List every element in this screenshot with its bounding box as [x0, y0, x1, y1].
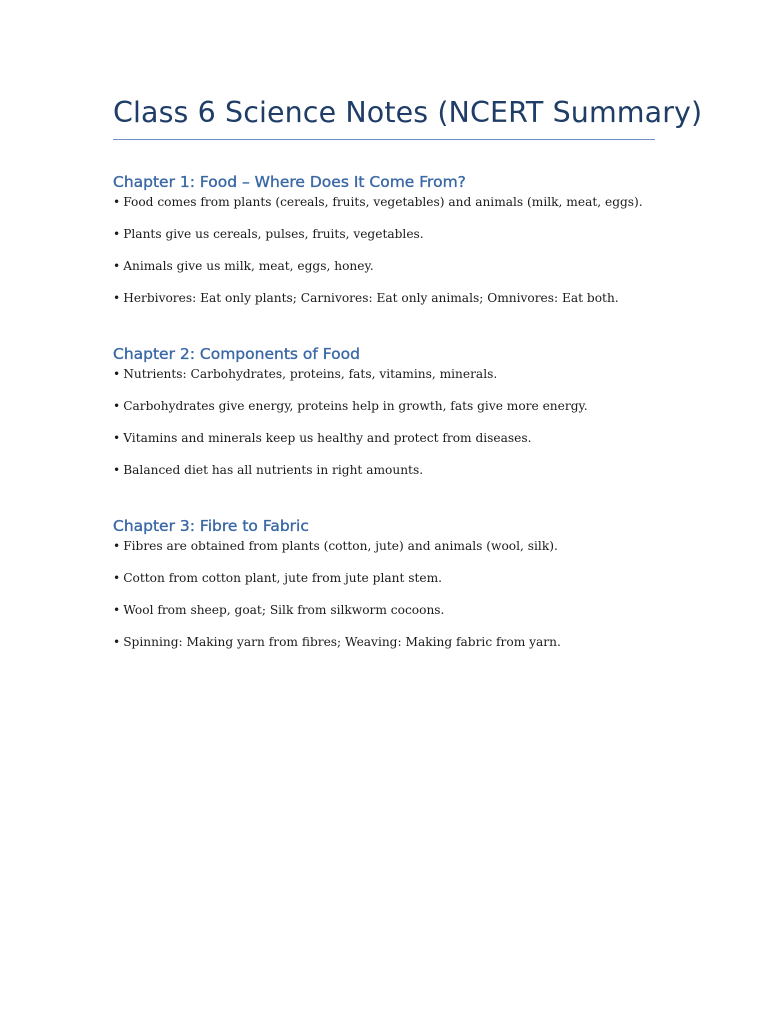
bullet-icon: •	[113, 291, 121, 305]
bullet-text: Fibres are obtained from plants (cotton, jute) and animals (wool, silk).	[123, 539, 558, 553]
document-title: Class 6 Science Notes (NCERT Summary)	[113, 96, 703, 129]
bullet-item	[113, 634, 673, 666]
bullet-text: Herbivores: Eat only plants; Carnivores: Eat only animals; Omnivores: Eat both.	[123, 291, 619, 305]
bullet-item	[113, 570, 673, 602]
chapter-section-3	[113, 514, 673, 666]
bullet-icon: •	[113, 603, 121, 617]
bullet-icon: •	[113, 635, 121, 649]
title-underline-rule	[113, 139, 655, 140]
bullet-item	[113, 366, 673, 398]
bullet-text: Wool from sheep, goat; Silk from silkworm cocoons.	[123, 603, 445, 617]
bullet-list	[113, 194, 673, 322]
bullet-icon: •	[113, 571, 121, 585]
bullet-item	[113, 398, 673, 430]
bullet-item	[113, 194, 673, 226]
bullet-icon: •	[113, 539, 121, 553]
bullet-text: Cotton from cotton plant, jute from jute plant stem.	[123, 571, 443, 585]
bullet-icon: •	[113, 259, 121, 273]
bullet-text: Plants give us cereals, pulses, fruits, vegetables.	[123, 227, 424, 241]
chapter-heading: Chapter 3: Fibre to Fabric	[113, 517, 309, 535]
bullet-text: Food comes from plants (cereals, fruits, vegetables) and animals (milk, meat, eggs).	[123, 195, 643, 209]
bullet-item	[113, 538, 673, 570]
bullet-text: Spinning: Making yarn from fibres; Weaving: Making fabric from yarn.	[123, 635, 561, 649]
bullet-text: Animals give us milk, meat, eggs, honey.	[123, 259, 374, 273]
chapter-section-2	[113, 342, 673, 494]
bullet-icon: •	[113, 227, 121, 241]
bullet-item	[113, 430, 673, 462]
bullet-icon: •	[113, 431, 121, 445]
bullet-text: Balanced diet has all nutrients in right amounts.	[123, 463, 424, 477]
bullet-list	[113, 366, 673, 494]
chapter-section-1	[113, 170, 673, 322]
bullet-text: Vitamins and minerals keep us healthy and protect from diseases.	[123, 431, 532, 445]
bullet-item	[113, 290, 673, 322]
bullet-icon: •	[113, 367, 121, 381]
bullet-icon: •	[113, 399, 121, 413]
bullet-item	[113, 258, 673, 290]
bullet-icon: •	[113, 195, 121, 209]
bullet-item	[113, 462, 673, 494]
bullet-icon: •	[113, 463, 121, 477]
bullet-item	[113, 226, 673, 258]
bullet-item	[113, 602, 673, 634]
bullet-text: Nutrients: Carbohydrates, proteins, fats, vitamins, minerals.	[123, 367, 498, 381]
bullet-text: Carbohydrates give energy, proteins help in growth, fats give more energy.	[123, 399, 588, 413]
chapter-heading: Chapter 2: Components of Food	[113, 345, 360, 363]
bullet-list	[113, 538, 673, 666]
chapter-heading: Chapter 1: Food – Where Does It Come From?	[113, 173, 466, 191]
